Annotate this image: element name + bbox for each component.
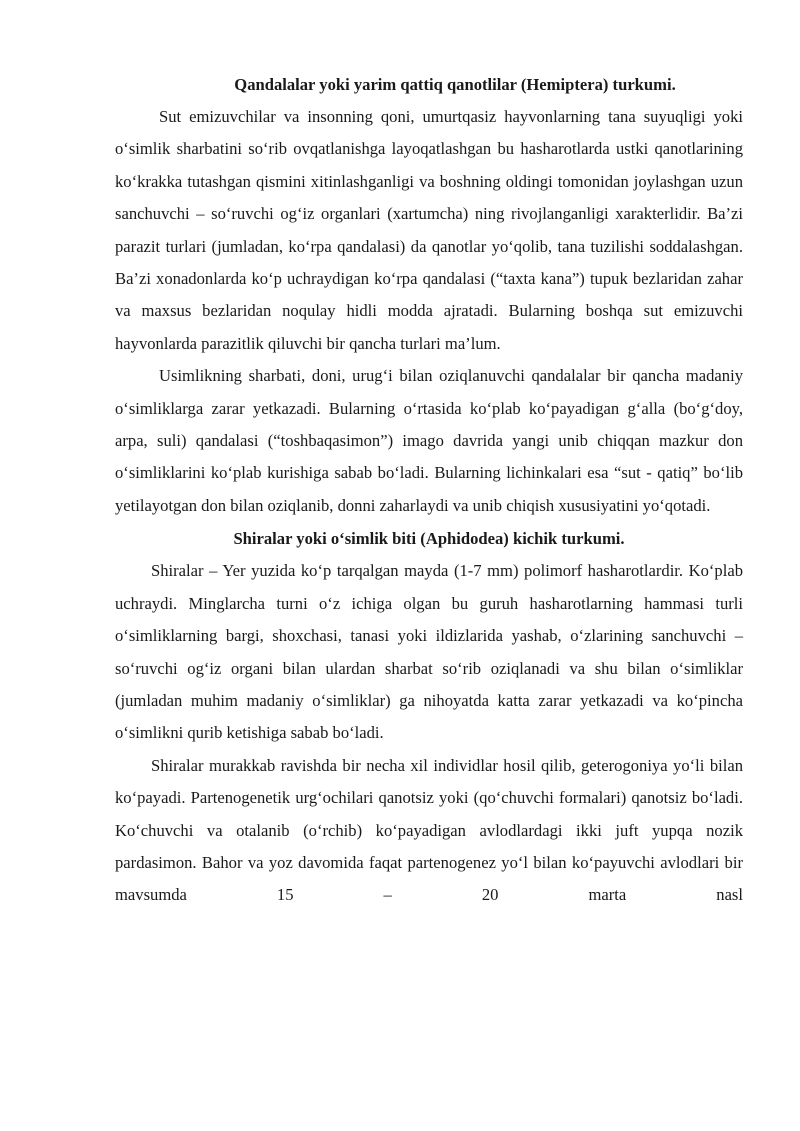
document-body	[115, 68, 743, 912]
paragraph-aphids-intro: Shiralar – Yer yuzida ko‘p tarqalgan mayda (1-7 mm) polimorf hasharotlardir. Ko‘plab uchraydi. Minglarcha turni o‘z ichiga olgan bu guruh hasharotlarning hammasi turli o‘simliklarning bargi, shoxchasi, tanasi yoki ildizlarida yashab, o‘zlarining sanchuvchi – so‘ruvchi og‘iz organi bilan ulardan sharbat so‘rib oziqlanadi va shu bilan o‘simliklar (jumladan muhim madaniy o‘simliklar) ga nihoyatda katta zarar yetkazadi va ko‘pincha o‘simlikni qurib ketishiga sabab bo‘ladi.	[115, 561, 743, 743]
section-heading-aphidodea: Shiralar yoki o‘simlik biti (Aphidodea) kichik turkumi.	[233, 529, 625, 549]
section-heading-hemiptera: Qandalalar yoki yarim qattiq qanotlilar (Hemiptera) turkumi.	[234, 75, 676, 94]
paragraph-aphids-reproduction: Shiralar murakkab ravishda bir necha xil individlar hosil qilib, geterogoniya yo‘li bilan ko‘payadi. Partenogenetik urg‘ochilari qanotsiz yoki (qo‘chuvchi formalari) qanotsiz bo‘ladi. Ko‘chuvchi va otalanib (o‘rchib) ko‘payadigan avlodlardagi ikki juft yupqa nozik pardasimon. Bahor va yoz davomida faqat partenogenez yo‘l bilan ko‘payuvchi avlodlari bir mavsumda 15 – 20 marta nasl	[115, 755, 743, 905]
paragraph-hemiptera-intro: Sut emizuvchilar va insonning qoni, umurtqasiz hayvonlarning tana suyuqligi yoki o‘simlik sharbatini so‘rib ovqatlanishga layoqatlashgan bu hasharotlarda ustki qanotlarining ko‘krakka tutashgan qismini xitinlashganligi va boshning oldingi tomonidan joylashgan uzun sanchuvchi – so‘ruvchi og‘iz organlari (xartumcha) ning rivojlanganligi xarakterlidir. Ba’zi parazit turlari (jumladan, ko‘rpa qandalasi) da qanotlar yo‘qolib, tana tuzilishi soddalashgan. Ba’zi xonadonlarda ko‘p uchraydigan ko‘rpa qandalasi (“taxta kana”) tupuk bezlaridan zahar va maxsus bezlaridan noqulay hidli modda ajratadi. Bularning boshqa sut emizuvchi hayvonlarda parazitlik qiluvchi bir qancha turlari ma’lum.	[115, 107, 743, 353]
paragraph-grain-bugs: Usimlikning sharbati, doni, urug‘i bilan oziqlanuvchi qandalalar bir qancha madaniy o‘simliklarga zarar yetkazadi. Bularning o‘rtasida ko‘plab ko‘payadigan g‘alla (bo‘g‘doy, arpa, suli) qandalasi (“toshbaqasimon”) imago davrida yangi unib chiqqan mazkur don o‘simliklarini ko‘plab kurishiga sabab bo‘ladi. Bularning lichinkalari esa “sut - qatiq” bo‘lib yetilayotgan don bilan oziqlanib, donni zaharlaydi va unib chiqish xususiyatini yo‘qotadi.	[115, 366, 743, 515]
